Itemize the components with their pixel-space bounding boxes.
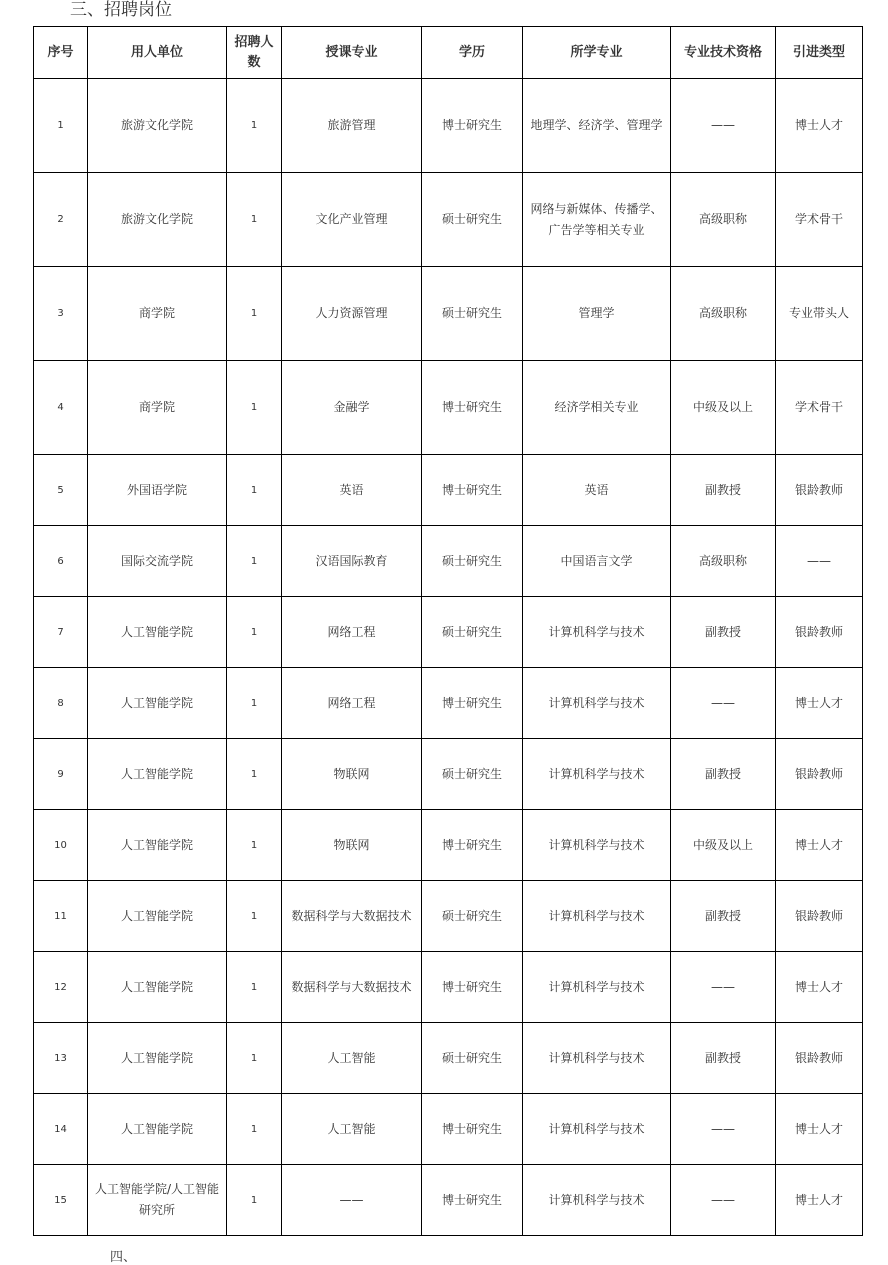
cell-title: 副教授: [671, 739, 776, 810]
cell-title: 副教授: [671, 881, 776, 952]
cell-studied-major: 管理学: [523, 267, 671, 361]
cell-studied-major: 计算机科学与技术: [523, 1023, 671, 1094]
cell-intro-type: 学术骨干: [776, 361, 863, 455]
cell-title: 副教授: [671, 1023, 776, 1094]
cell-index: 12: [34, 952, 88, 1023]
cell-education: 硕士研究生: [422, 173, 523, 267]
cell-studied-major: 经济学相关专业: [523, 361, 671, 455]
cell-studied-major: 计算机科学与技术: [523, 881, 671, 952]
cell-intro-type: 专业带头人: [776, 267, 863, 361]
cell-index: 6: [34, 526, 88, 597]
cell-headcount: 1: [227, 173, 282, 267]
cell-education: 硕士研究生: [422, 526, 523, 597]
cell-education: 博士研究生: [422, 361, 523, 455]
cell-index: 10: [34, 810, 88, 881]
header-education: 学历: [422, 27, 523, 79]
cell-teaching-major: 英语: [282, 455, 422, 526]
cell-teaching-major: 金融学: [282, 361, 422, 455]
cell-title: 高级职称: [671, 267, 776, 361]
cell-intro-type: ——: [776, 526, 863, 597]
cell-title: 中级及以上: [671, 810, 776, 881]
cell-headcount: 1: [227, 526, 282, 597]
cell-education: 博士研究生: [422, 810, 523, 881]
cell-studied-major: 英语: [523, 455, 671, 526]
cell-studied-major: 计算机科学与技术: [523, 810, 671, 881]
cell-headcount: 1: [227, 1165, 282, 1236]
cell-headcount: 1: [227, 1023, 282, 1094]
table-row: [34, 361, 863, 455]
table-body: [34, 79, 863, 1236]
cell-headcount: 1: [227, 1094, 282, 1165]
cell-intro-type: 博士人才: [776, 810, 863, 881]
table-row: [34, 173, 863, 267]
header-studied-major: 所学专业: [523, 27, 671, 79]
table-row: [34, 952, 863, 1023]
cell-education: 博士研究生: [422, 79, 523, 173]
cell-teaching-major: 物联网: [282, 739, 422, 810]
table-row: [34, 739, 863, 810]
cell-studied-major: 计算机科学与技术: [523, 1165, 671, 1236]
cell-headcount: 1: [227, 361, 282, 455]
cell-studied-major: 网络与新媒体、传播学、广告学等相关专业: [523, 173, 671, 267]
cell-teaching-major: 物联网: [282, 810, 422, 881]
cell-employer: 商学院: [88, 267, 227, 361]
header-employer: 用人单位: [88, 27, 227, 79]
cell-education: 硕士研究生: [422, 1023, 523, 1094]
cell-employer: 人工智能学院: [88, 810, 227, 881]
cell-teaching-major: 汉语国际教育: [282, 526, 422, 597]
cell-index: 7: [34, 597, 88, 668]
cell-employer: 人工智能学院/人工智能研究所: [88, 1165, 227, 1236]
cell-headcount: 1: [227, 952, 282, 1023]
cell-intro-type: 银龄教师: [776, 881, 863, 952]
cell-employer: 外国语学院: [88, 455, 227, 526]
cell-title: 中级及以上: [671, 361, 776, 455]
cell-education: 博士研究生: [422, 1094, 523, 1165]
cell-title: 高级职称: [671, 526, 776, 597]
cell-teaching-major: 文化产业管理: [282, 173, 422, 267]
cell-employer: 人工智能学院: [88, 739, 227, 810]
cell-education: 硕士研究生: [422, 881, 523, 952]
cell-headcount: 1: [227, 267, 282, 361]
header-index: 序号: [34, 27, 88, 79]
cell-intro-type: 博士人才: [776, 79, 863, 173]
cell-title: 副教授: [671, 455, 776, 526]
cell-index: 1: [34, 79, 88, 173]
cell-teaching-major: 数据科学与大数据技术: [282, 952, 422, 1023]
cell-employer: 国际交流学院: [88, 526, 227, 597]
cell-teaching-major: 网络工程: [282, 668, 422, 739]
cell-intro-type: 博士人才: [776, 668, 863, 739]
cell-employer: 商学院: [88, 361, 227, 455]
cell-index: 11: [34, 881, 88, 952]
cell-intro-type: 博士人才: [776, 952, 863, 1023]
table-row: [34, 526, 863, 597]
cell-intro-type: 学术骨干: [776, 173, 863, 267]
cell-headcount: 1: [227, 597, 282, 668]
recruitment-table-wrap: [33, 26, 863, 1236]
bottom-fragment: 四、: [110, 1250, 137, 1265]
cell-index: 5: [34, 455, 88, 526]
cell-education: 博士研究生: [422, 952, 523, 1023]
cell-studied-major: 地理学、经济学、管理学: [523, 79, 671, 173]
cell-intro-type: 博士人才: [776, 1094, 863, 1165]
table-row: [34, 79, 863, 173]
cell-employer: 旅游文化学院: [88, 173, 227, 267]
cell-index: 8: [34, 668, 88, 739]
cell-index: 13: [34, 1023, 88, 1094]
cell-education: 硕士研究生: [422, 739, 523, 810]
cell-teaching-major: 人工智能: [282, 1023, 422, 1094]
cell-studied-major: 计算机科学与技术: [523, 952, 671, 1023]
table-row: [34, 267, 863, 361]
cell-index: 15: [34, 1165, 88, 1236]
cell-index: 3: [34, 267, 88, 361]
cell-studied-major: 计算机科学与技术: [523, 1094, 671, 1165]
header-intro-type: 引进类型: [776, 27, 863, 79]
table-row: [34, 668, 863, 739]
cell-index: 14: [34, 1094, 88, 1165]
cell-education: 硕士研究生: [422, 267, 523, 361]
cell-studied-major: 计算机科学与技术: [523, 739, 671, 810]
cell-index: 4: [34, 361, 88, 455]
cell-employer: 人工智能学院: [88, 881, 227, 952]
cell-intro-type: 银龄教师: [776, 597, 863, 668]
cell-education: 博士研究生: [422, 668, 523, 739]
cell-headcount: 1: [227, 668, 282, 739]
cell-headcount: 1: [227, 455, 282, 526]
cell-studied-major: 中国语言文学: [523, 526, 671, 597]
cell-education: 博士研究生: [422, 455, 523, 526]
cell-title: ——: [671, 668, 776, 739]
cell-teaching-major: 人工智能: [282, 1094, 422, 1165]
table-row: [34, 810, 863, 881]
table-row: [34, 597, 863, 668]
table-row: [34, 1023, 863, 1094]
cell-intro-type: 银龄教师: [776, 1023, 863, 1094]
cell-title: 副教授: [671, 597, 776, 668]
cell-teaching-major: 人力资源管理: [282, 267, 422, 361]
cell-title: ——: [671, 79, 776, 173]
cell-education: 博士研究生: [422, 1165, 523, 1236]
table-row: [34, 455, 863, 526]
cell-employer: 人工智能学院: [88, 597, 227, 668]
table-row: [34, 1165, 863, 1236]
cell-studied-major: 计算机科学与技术: [523, 668, 671, 739]
cell-index: 2: [34, 173, 88, 267]
cell-headcount: 1: [227, 881, 282, 952]
section-heading: 三、招聘岗位: [70, 0, 172, 20]
recruitment-table: [33, 26, 863, 1236]
cell-teaching-major: 旅游管理: [282, 79, 422, 173]
table-row: [34, 881, 863, 952]
cell-title: ——: [671, 952, 776, 1023]
cell-employer: 旅游文化学院: [88, 79, 227, 173]
cell-title: ——: [671, 1165, 776, 1236]
cell-employer: 人工智能学院: [88, 952, 227, 1023]
header-title: 专业技术资格: [671, 27, 776, 79]
cell-education: 硕士研究生: [422, 597, 523, 668]
cell-title: ——: [671, 1094, 776, 1165]
table-row: [34, 1094, 863, 1165]
cell-studied-major: 计算机科学与技术: [523, 597, 671, 668]
cell-headcount: 1: [227, 739, 282, 810]
cell-intro-type: 银龄教师: [776, 739, 863, 810]
cell-title: 高级职称: [671, 173, 776, 267]
cell-teaching-major: 数据科学与大数据技术: [282, 881, 422, 952]
table-header-row: [34, 27, 863, 79]
cell-teaching-major: ——: [282, 1165, 422, 1236]
cell-headcount: 1: [227, 810, 282, 881]
header-teaching-major: 授课专业: [282, 27, 422, 79]
header-headcount: 招聘人数: [227, 27, 282, 79]
cell-teaching-major: 网络工程: [282, 597, 422, 668]
cell-intro-type: 银龄教师: [776, 455, 863, 526]
cell-headcount: 1: [227, 79, 282, 173]
cell-employer: 人工智能学院: [88, 1094, 227, 1165]
cell-index: 9: [34, 739, 88, 810]
cell-intro-type: 博士人才: [776, 1165, 863, 1236]
cell-employer: 人工智能学院: [88, 668, 227, 739]
cell-employer: 人工智能学院: [88, 1023, 227, 1094]
